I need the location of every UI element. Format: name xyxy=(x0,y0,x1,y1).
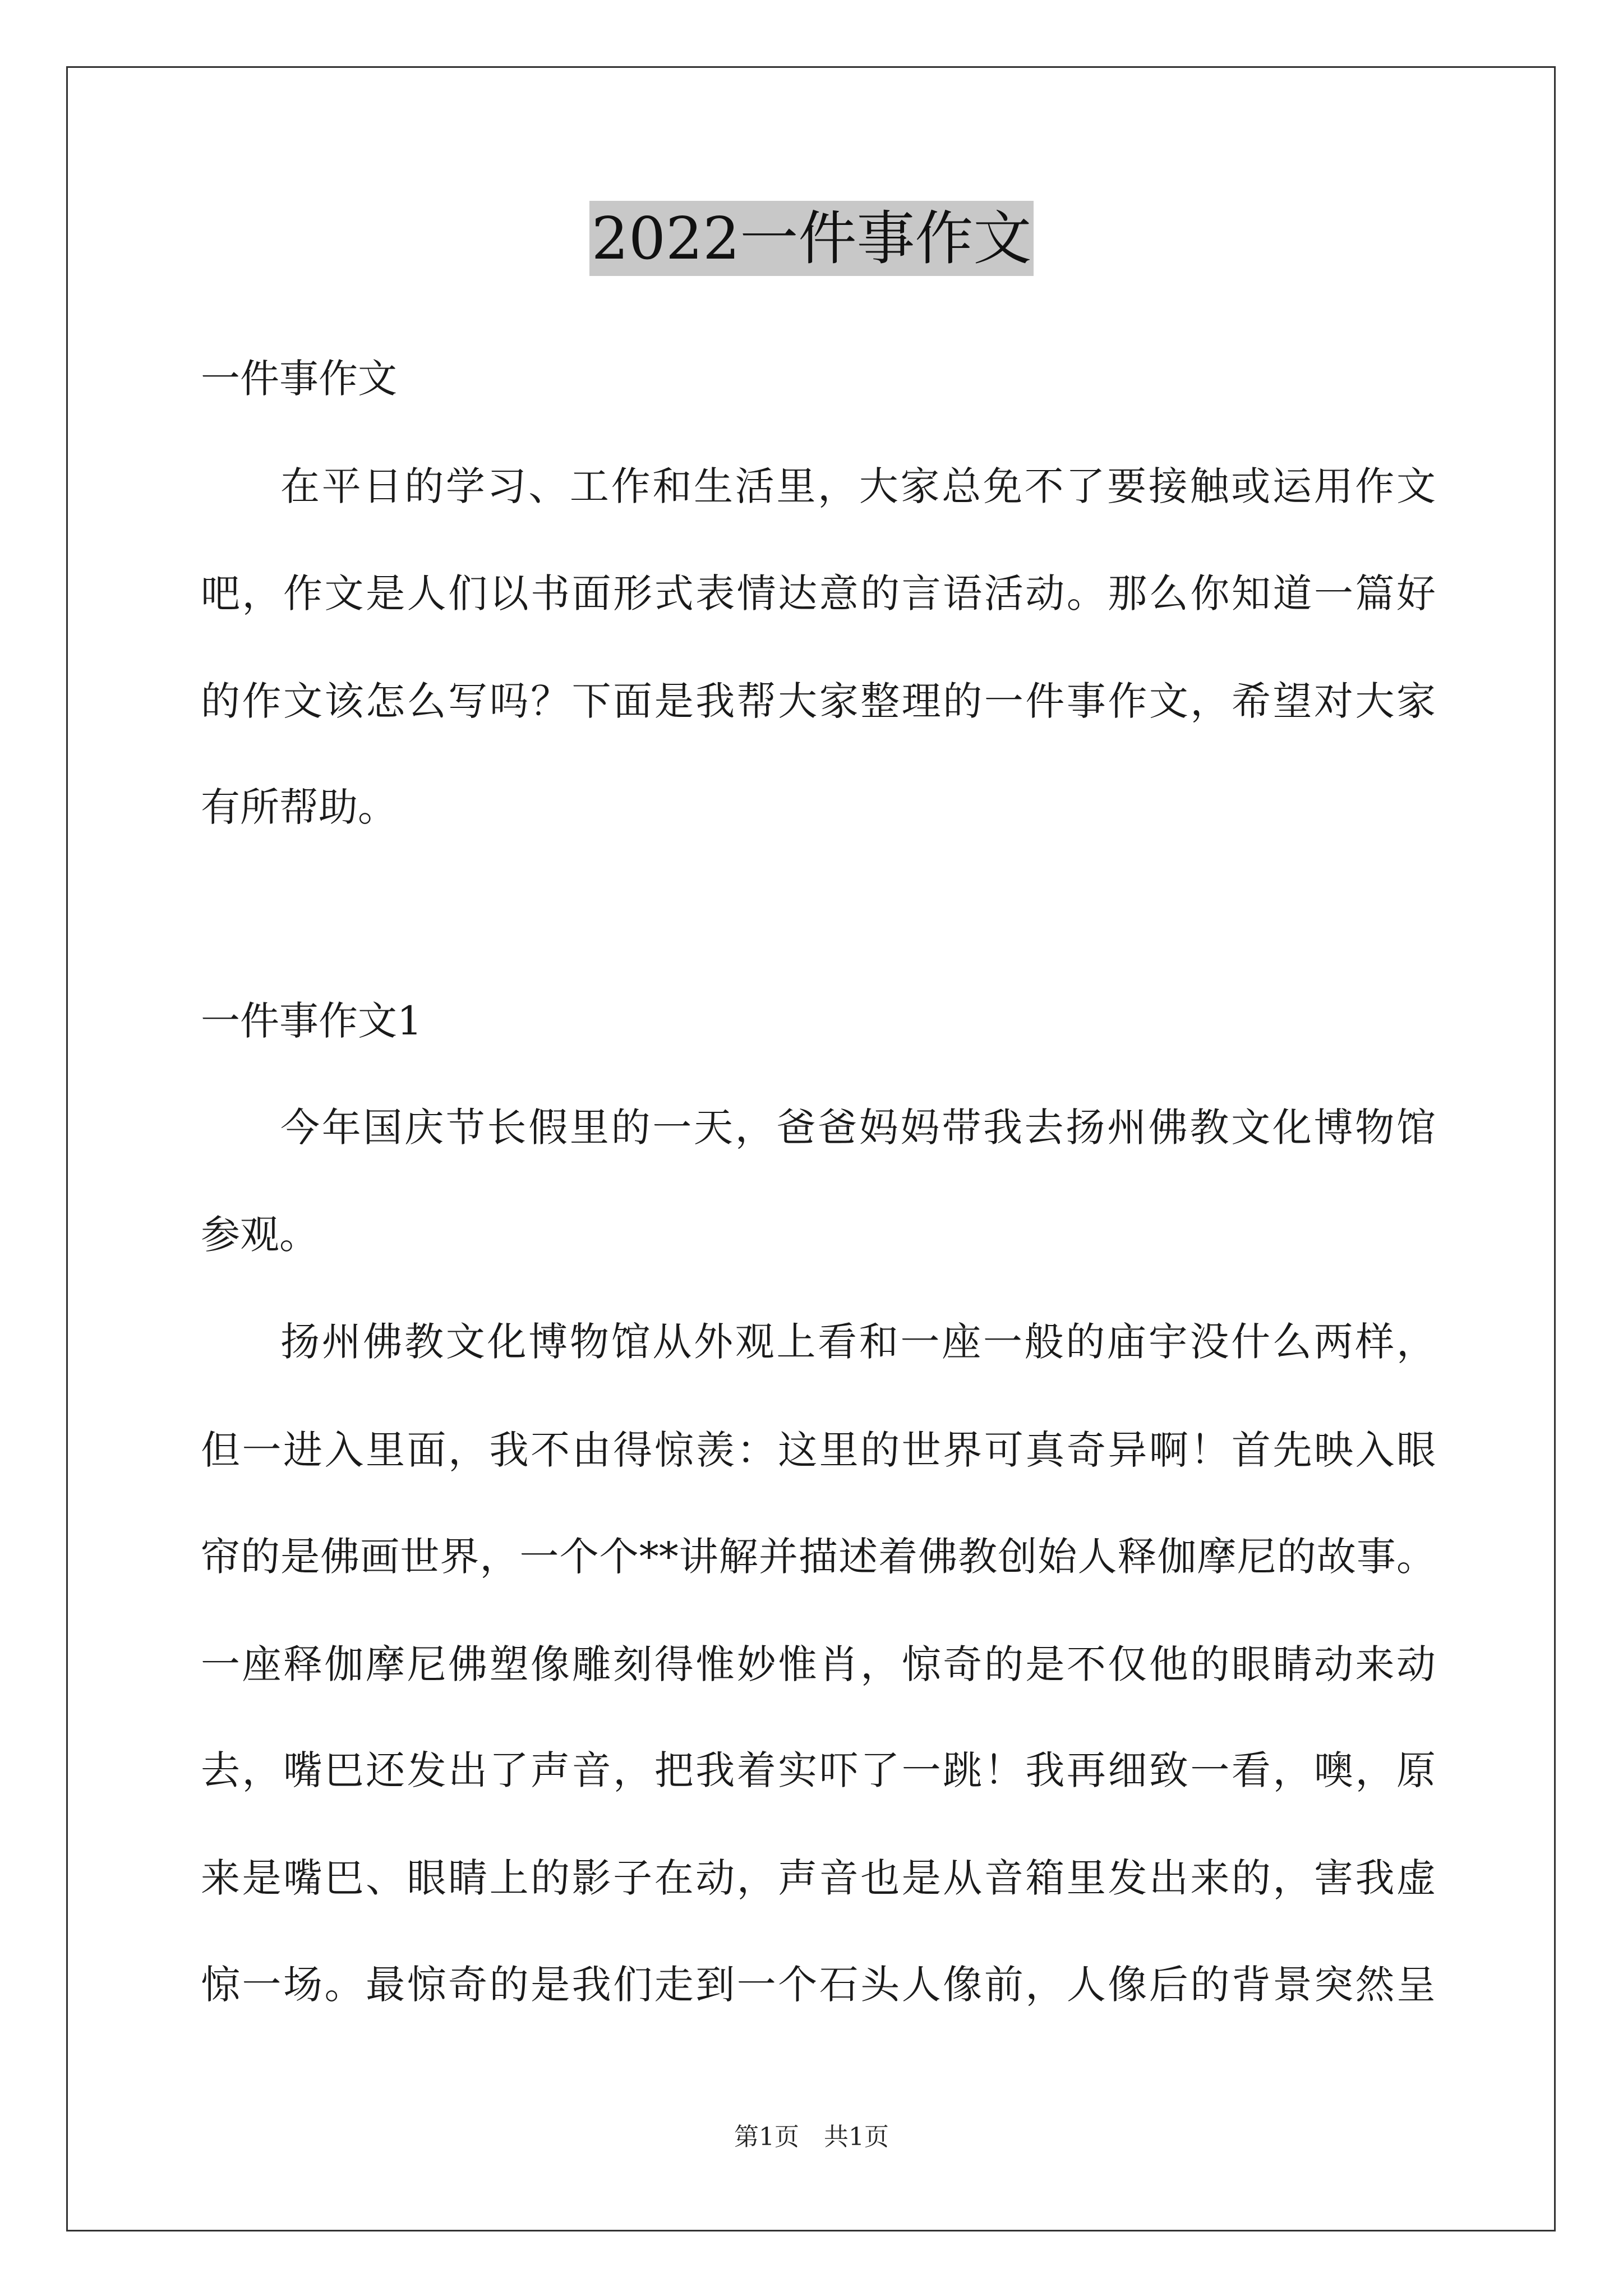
intro-line: 有所帮助。 xyxy=(201,784,397,830)
intro-line: 吧，作文是人们以书面形式表情达意的言语活动。那么你知道一篇好 xyxy=(201,570,1436,616)
section-heading: 一件事作文1 xyxy=(201,998,422,1044)
paragraph-line: 参观。 xyxy=(201,1212,319,1258)
document-title: 2022一件事作文 xyxy=(589,201,1034,276)
title-wrap xyxy=(0,201,1623,276)
paragraph-line: 但一进入里面，我不由得惊羡：这里的世界可真奇异啊！首先映入眼 xyxy=(201,1427,1436,1473)
paragraph-line: 来是嘴巴、眼睛上的影子在动，声音也是从音箱里发出来的，害我虚 xyxy=(201,1855,1436,1901)
paragraph-line: 扬州佛教文化博物馆从外观上看和一座一般的庙宇没什么两样， xyxy=(280,1319,1436,1365)
paragraph-line: 帘的是佛画世界，一个个**讲解并描述着佛教创始人释伽摩尼的故事。 xyxy=(201,1534,1436,1580)
paragraph-line: 今年国庆节长假里的一天，爸爸妈妈带我去扬州佛教文化博物馆 xyxy=(280,1105,1436,1151)
section-heading: 一件事作文 xyxy=(201,356,397,402)
page-footer: 第1页 共1页 xyxy=(734,2123,889,2151)
intro-line: 在平日的学习、工作和生活里，大家总免不了要接触或运用作文 xyxy=(280,463,1436,509)
intro-line: 的作文该怎么写吗？下面是我帮大家整理的一件事作文，希望对大家 xyxy=(201,678,1436,724)
paragraph-line: 惊一场。最惊奇的是我们走到一个石头人像前，人像后的背景突然呈 xyxy=(201,1962,1436,2008)
paragraph-line: 去，嘴巴还发出了声音，把我着实吓了一跳！我再细致一看，噢，原 xyxy=(201,1747,1436,1793)
paragraph-line: 一座释伽摩尼佛塑像雕刻得惟妙惟肖，惊奇的是不仅他的眼睛动来动 xyxy=(201,1641,1436,1687)
